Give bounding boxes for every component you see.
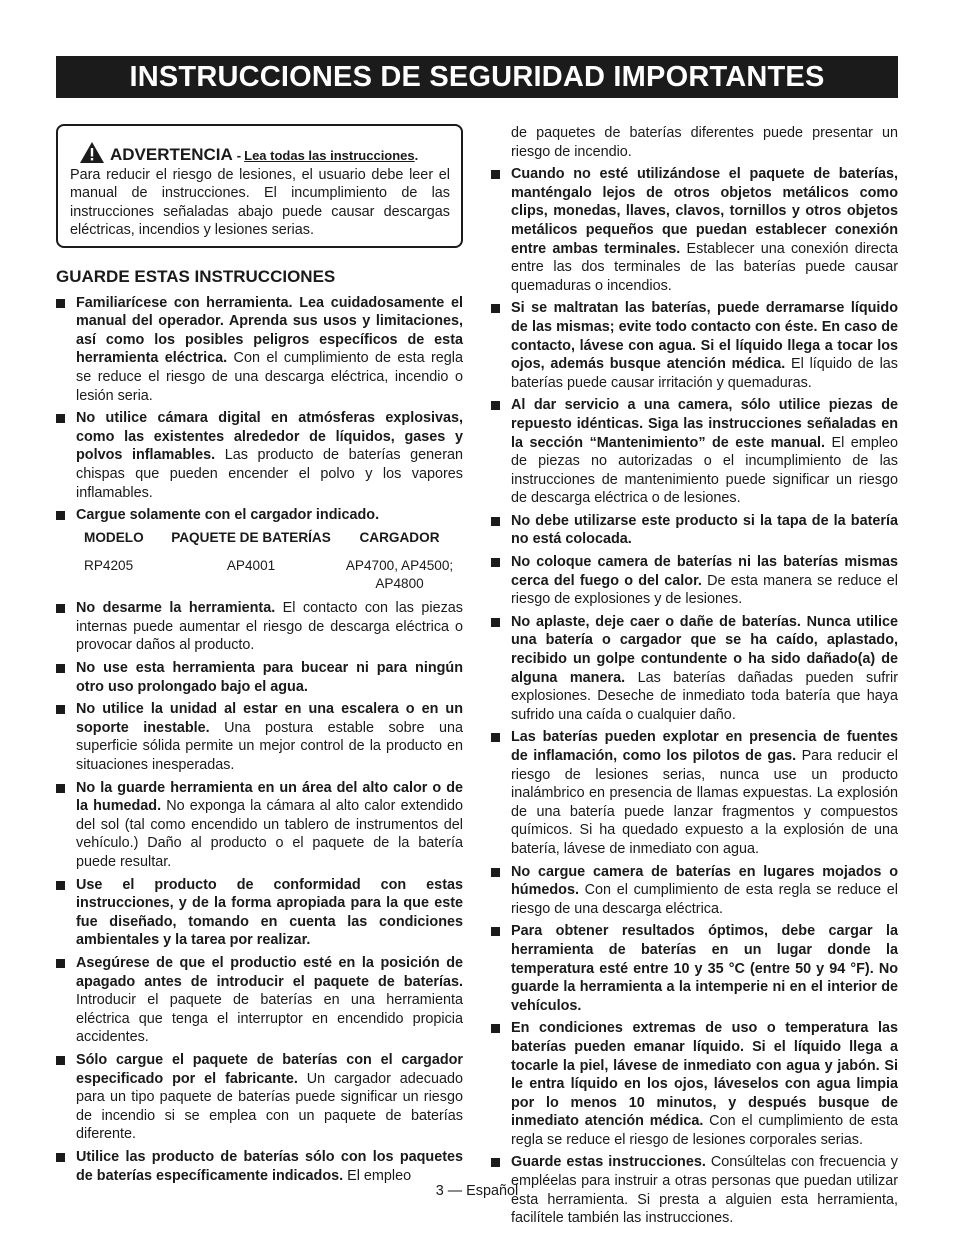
item-bold-text: Cuando no esté utilizándose el paquete de baterías, manténgalo lejos de otros objetos metálicos como clips, monedas, llaves, clavos, tornillos y otros objetos metálicos pequeños que puedan establecer conexión entre ambas terminales. bbox=[511, 166, 898, 257]
item-bold-text: No utilice cámara digital en atmósferas explosivas, como las existentes alrededor de líquidos, gases y polvos inflamables. bbox=[76, 410, 463, 464]
square-bullet-icon bbox=[491, 927, 500, 936]
item-bold-text: Asegúrese de que el productio esté en la posición de apagado antes de introducir el paquete de baterías. bbox=[76, 954, 463, 990]
left-bullet-list bbox=[56, 294, 463, 525]
item-bold-text: Las baterías pueden explotar en presencia de fuentes de inflamación, como los pilotos de gas. bbox=[511, 729, 898, 764]
item-text: Con el cumplimiento de esta regla se reduce el riesgo de lesiones corporales serias. bbox=[511, 1113, 898, 1148]
item-text: Las baterías dañadas pueden sufrir explosiones. Deseche de inmediato toda batería que haya sufrido una caída o cualquier daño. bbox=[511, 669, 898, 723]
right-bullet-list bbox=[491, 165, 898, 1228]
item-bold-text: Si se maltratan las baterías, puede derramarse líquido de las mismas; evite todo contacto con éste. En caso de contacto, lávese con agua. Si el líquido llega a tocar los ojos, además busque atención médica. bbox=[511, 300, 898, 373]
section-title: GUARDE ESTAS INSTRUCCIONES bbox=[56, 266, 336, 286]
right-column bbox=[491, 124, 898, 1232]
list-item bbox=[56, 779, 463, 872]
item-text: El empleo bbox=[343, 1167, 412, 1184]
list-item bbox=[491, 165, 898, 295]
list-item bbox=[56, 409, 463, 502]
square-bullet-icon bbox=[56, 1056, 65, 1065]
list-item bbox=[491, 553, 898, 609]
square-bullet-icon bbox=[56, 414, 65, 423]
item-bold-text: No use esta herramienta para bucear ni para ningún otro uso prolongado bajo el agua. bbox=[76, 660, 463, 695]
square-bullet-icon bbox=[56, 664, 65, 673]
warning-link: Lea todas las instrucciones bbox=[244, 148, 415, 163]
square-bullet-icon bbox=[491, 733, 500, 742]
list-item bbox=[56, 599, 463, 655]
item-bold-text: No la guarde herramienta en un área del alto calor o de la humedad. bbox=[76, 779, 463, 815]
item-text: Una postura estable sobre una superficie sólida permite un mejor control de la producto en situaciones inesperadas. bbox=[76, 719, 463, 774]
list-item bbox=[491, 396, 898, 508]
list-item bbox=[491, 613, 898, 725]
warning-box bbox=[56, 124, 463, 248]
item-text: El empleo de piezas no autorizadas o el incumplimiento de las instrucciones de mantenimiento puede significar un riesgo de descarga eléctrica o de lesiones. bbox=[511, 434, 898, 507]
square-bullet-icon bbox=[56, 604, 65, 613]
list-item bbox=[491, 728, 898, 858]
page-title: INSTRUCCIONES DE SEGURIDAD IMPORTANTES bbox=[56, 56, 898, 98]
square-bullet-icon bbox=[491, 868, 500, 877]
item-text: El líquido de las baterías puede causar irritación y quemaduras. bbox=[511, 356, 898, 391]
item-bold-text: No coloque camera de baterías ni las baterías mismas cerca del fuego o del calor. bbox=[511, 554, 898, 589]
left-bullet-list-2 bbox=[56, 599, 463, 1185]
square-bullet-icon bbox=[491, 558, 500, 567]
square-bullet-icon bbox=[491, 618, 500, 627]
item-bold-text: Use el producto de conformidad con estas instrucciones, y de la forma apropiada para la que este fue diseñado, tomando en cuenta las condiciones ambientales y la tarea por realizar. bbox=[76, 876, 463, 949]
header-paquete: PAQUETE DE BATERÍAS bbox=[171, 529, 331, 545]
cell-model: RP4205 bbox=[84, 558, 134, 574]
item-text: El contacto con las piezas internas puede aumentar el riesgo de descarga eléctrica o provocar daños al producto. bbox=[76, 600, 463, 654]
left-column bbox=[56, 124, 463, 1189]
item-bold-text: No utilice la unidad al estar en una escalera o en un soporte inestable. bbox=[76, 701, 463, 736]
list-item bbox=[56, 506, 463, 525]
item-bold-text: En condiciones extremas de uso o temperatura las baterías pueden emanar líquido. Si el líquido llega a tocarle la piel, lávese de inmediato con agua y jabón. Si le entra líquido en los ojos, láveselos con agua limpia por lo menos 10 minutos, y después busque de inmediato atención médica. bbox=[511, 1020, 898, 1130]
item-text: Las producto de baterías generan chispas que pueden encender el polvo y los vapores inflamables. bbox=[76, 447, 463, 501]
cell-charger: AP4700, AP4500; AP4800 bbox=[345, 558, 454, 592]
item-bold-text: Familiarícese con herramienta. Lea cuidadosamente el manual del operador. Aprenda sus usos y limitaciones, así como los posibles peligros específicos de esta herramienta eléctrica. bbox=[76, 294, 463, 367]
item-text: Consúltelas con frecuencia y empléelas para instruir a otras personas que puedan utilizar esta herramienta. Si presta a alguien esta herramienta, facilítele también las instrucciones. bbox=[511, 1154, 898, 1227]
list-item bbox=[491, 922, 898, 1015]
square-bullet-icon bbox=[491, 401, 500, 410]
warning-triangle-icon bbox=[80, 142, 104, 163]
item-text: De esta manera se reduce el riesgo de explosiones y de lesiones. bbox=[511, 572, 899, 608]
list-item bbox=[56, 294, 463, 406]
square-bullet-icon bbox=[56, 299, 65, 308]
square-bullet-icon bbox=[491, 517, 500, 526]
list-item bbox=[56, 1051, 463, 1144]
item-text: Establecer una conexión directa entre las dos terminales de las baterías puede causar quemaduras o incendios. bbox=[511, 240, 898, 294]
square-bullet-icon bbox=[56, 959, 65, 968]
list-item bbox=[56, 700, 463, 774]
item-text: Introducir el paquete de baterías en una herramienta eléctrica que tenga el interruptor en encendido propicia accidentes. bbox=[76, 992, 463, 1046]
list-item bbox=[56, 1148, 463, 1185]
item-bold-text: Cargue solamente con el cargador indicado. bbox=[76, 507, 380, 524]
header-modelo: MODELO bbox=[84, 529, 144, 545]
item-text: No exponga la cámara al alto calor extendido del sol (tal como encendido un tablero de instrumentos del vehículo.) Daño al producto o el paquete de la batería puede resultar. bbox=[76, 798, 463, 870]
item-bold-text: Al dar servicio a una camera, sólo utilice piezas de repuesto idénticas. Siga las instrucciones señaladas en la sección “Mantenimiento” de este manual. bbox=[511, 397, 898, 451]
square-bullet-icon bbox=[56, 881, 65, 890]
list-item bbox=[491, 299, 898, 392]
page-footer: 3 — Español bbox=[435, 1183, 519, 1199]
list-item bbox=[491, 512, 898, 549]
list-item bbox=[491, 863, 898, 919]
warning-header bbox=[70, 139, 450, 166]
table-row bbox=[76, 555, 463, 593]
continued-text: de paquetes de baterías diferentes puede presentar un riesgo de incendio. bbox=[511, 125, 898, 160]
square-bullet-icon bbox=[56, 705, 65, 714]
square-bullet-icon bbox=[56, 1153, 65, 1162]
list-item bbox=[56, 954, 463, 1047]
square-bullet-icon bbox=[491, 1024, 500, 1033]
square-bullet-icon bbox=[56, 784, 65, 793]
list-item bbox=[56, 659, 463, 696]
square-bullet-icon bbox=[491, 1158, 500, 1167]
square-bullet-icon bbox=[491, 170, 500, 179]
item-bold-text: Sólo cargue el paquete de baterías con el cargador especificado por el fabricante. bbox=[76, 1051, 463, 1087]
list-item bbox=[56, 876, 463, 950]
model-table bbox=[76, 529, 463, 594]
warning-label: ADVERTENCIA bbox=[110, 145, 233, 164]
item-text: Un cargador adecuado para un tipo paquete de baterías puede significar un riesgo de incendio si se emplea con un paquete de baterías diferente. bbox=[76, 1070, 463, 1143]
item-bold-text: No cargue camera de baterías en lugares mojados o húmedos. bbox=[511, 863, 898, 899]
item-text: Con el cumplimiento de esta regla se reduce el riesgo de una descarga eléctrica. bbox=[511, 882, 898, 917]
model-table-header-row bbox=[76, 529, 463, 556]
warning-separator: - bbox=[236, 148, 242, 163]
warning-body: Para reducir el riesgo de lesiones, el usuario debe leer el manual de instrucciones. El incumplimiento de las instrucciones señaladas abajo puede causar descargas eléctricas, incendios y lesiones serias. bbox=[70, 166, 450, 239]
item-bold-text: No desarme la herramienta. bbox=[76, 600, 276, 617]
square-bullet-icon bbox=[56, 511, 65, 520]
item-bold-text: Utilice las producto de baterías sólo con los paquetes de baterías específicamente indicados. bbox=[76, 1148, 463, 1184]
item-text: Con el cumplimiento de esta regla se reduce el riesgo de una descarga eléctrica, incendio o lesión seria. bbox=[76, 350, 463, 404]
item-text: Para reducir el riesgo de lesiones serias, nunca use un producto inalámbrico en presencia de llamas expuestas. La explosión de una batería puede lanzar fragmentos y compuestos químicos. Si ha quedado expuesto a la explosión de una batería, lávese de inmediato con agua. bbox=[511, 748, 898, 857]
item-bold-text: No aplaste, deje caer o dañe de baterías. Nunca utilice una batería o cargador que se ha caído, aplastado, recibido un golpe contundente o ha sido dañado(a) de alguna manera. bbox=[511, 613, 898, 686]
list-item bbox=[491, 1019, 898, 1149]
item-bold-text: No debe utilizarse este producto si la tapa de la batería no está colocada. bbox=[511, 512, 898, 548]
cell-battery: AP4001 bbox=[226, 558, 276, 574]
square-bullet-icon bbox=[491, 304, 500, 313]
item-bold-text: Para obtener resultados óptimos, debe cargar la herramienta de baterías en un lugar donde la temperatura esté entre 10 y 35 °C (entre 50 y 94 °F). No guarde la herramienta a la intemperie ni en el interior de vehículos. bbox=[511, 923, 898, 1014]
warning-period: . bbox=[414, 148, 419, 163]
header-cargador: CARGADOR bbox=[359, 529, 440, 545]
item-bold-text: Guarde estas instrucciones. bbox=[511, 1154, 706, 1171]
